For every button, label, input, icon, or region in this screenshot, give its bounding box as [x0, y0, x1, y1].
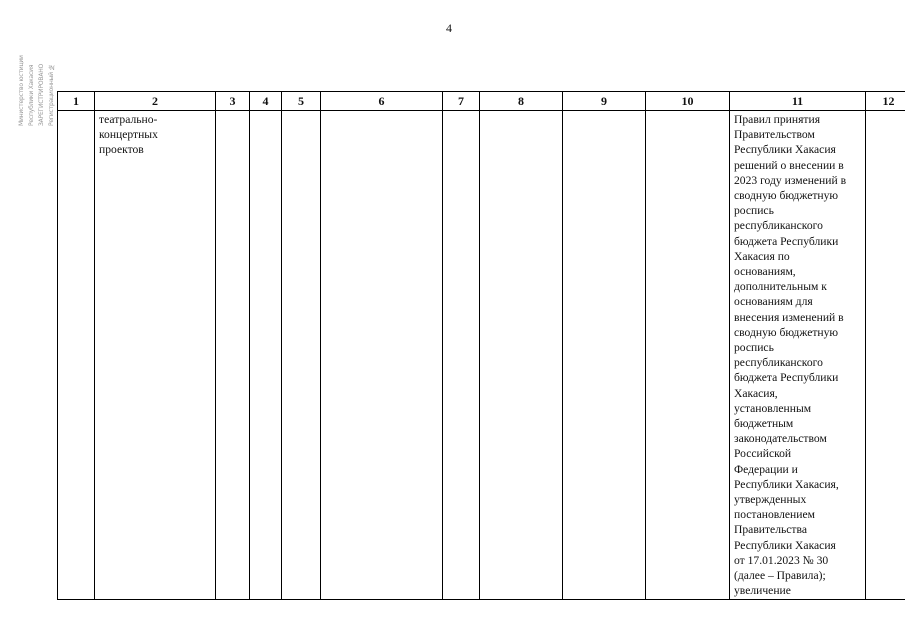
table-cell	[282, 111, 321, 600]
table-cell	[216, 111, 250, 600]
table-cell	[443, 111, 480, 600]
stamp-line: Министерство юстиции	[18, 55, 25, 126]
stamp-line: ЗАРЕГИСТРИРОВАНО	[38, 63, 45, 126]
table-cell	[730, 111, 866, 600]
table-cell	[480, 111, 563, 600]
document-table	[57, 91, 905, 600]
table-cell	[866, 111, 905, 600]
page-number: 4	[446, 21, 452, 35]
column-header-5: 5	[282, 92, 321, 111]
column-header-11: 11	[730, 92, 866, 111]
registration-stamp	[16, 18, 58, 130]
column-header-9: 9	[563, 92, 646, 111]
column-header-1: 1	[58, 92, 95, 111]
project-type-text: театрально- концертных проектов	[99, 113, 158, 157]
column-header-6: 6	[321, 92, 443, 111]
table-cell	[58, 111, 95, 600]
column-header-8: 8	[480, 92, 563, 111]
header-row	[58, 92, 905, 111]
column-header-3: 3	[216, 92, 250, 111]
column-header-4: 4	[250, 92, 282, 111]
table-cell	[563, 111, 646, 600]
table-cell	[95, 111, 216, 600]
table-cell	[321, 111, 443, 600]
column-header-7: 7	[443, 92, 480, 111]
column-header-10: 10	[646, 92, 730, 111]
column-header-2: 2	[95, 92, 216, 111]
table-row	[58, 111, 905, 600]
table-cell	[646, 111, 730, 600]
legal-basis-text: Правил принятия Правительством Республики Хакасия решений о внесении в 2023 году изменений в сводную бюджетную роспись республиканского бюджета Республики Хакасия по основаниям, дополнительным к основаниям для внесения изменений в сводную бюджетную роспись республиканского бюджета Республики Хакасия, установленным бюджетным законодательством Российской Федерации и Республики Хакасия, утвержденных постановлением Правительства Республики Хакасия от 17.01.2023 № 30 (далее – Правила); увеличение	[734, 113, 847, 598]
column-header-12: 12	[866, 92, 905, 111]
stamp-line: Республики Хакасия	[28, 64, 35, 126]
stamp-line: Регистрационный №	[48, 63, 55, 126]
table-cell	[250, 111, 282, 600]
